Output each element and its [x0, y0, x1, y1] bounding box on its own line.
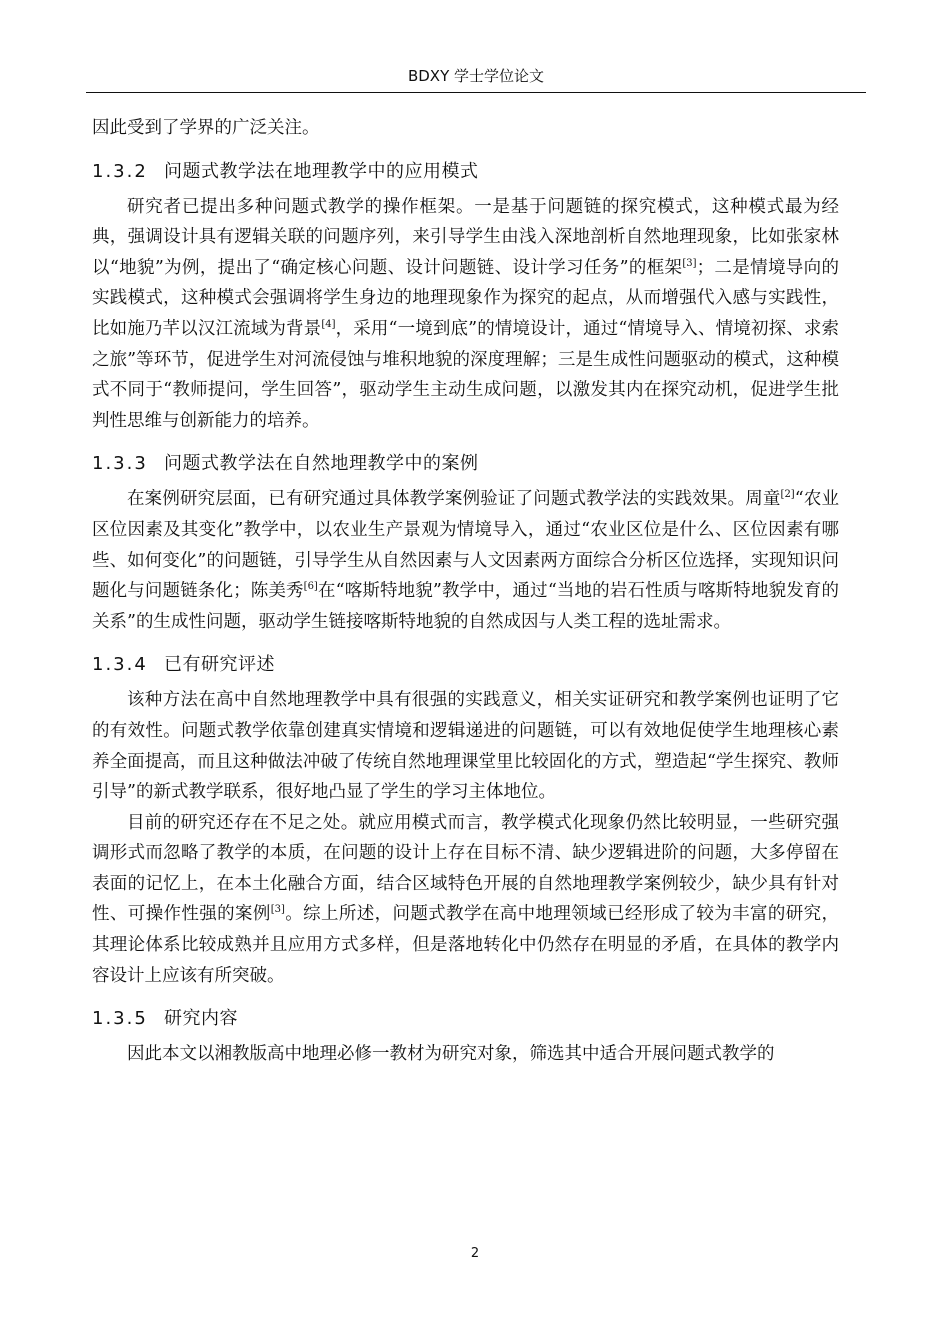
paragraph-text: ；二是情境导向的实践模式，这种模式会强调将学生身边的地理现象作为探究的起点，从而增强代入感与实践性，比如施乃芊以汉江流域为背景: [92, 257, 839, 339]
paragraph: 该种方法在高中自然地理教学中具有很强的实践意义，相关实证研究和教学案例也证明了它的有效性。问题式教学依靠创建真实情境和逻辑递进的问题链，可以有效地促使学生地理核心素养全面提高，而且这种做法冲破了传统自然地理课堂里比较固化的方式，塑造起“学生探究、教师引导”的新式教学联系，很好地凸显了学生的学习主体地位。: [92, 690, 839, 803]
section-heading-1-3-2: [92, 158, 839, 186]
section-heading-1-3-4: [92, 651, 839, 679]
citation: [4]: [321, 318, 336, 330]
paragraph-text: 在“喀斯特地貌”教学中，通过“当地的岩石性质与喀斯特地貌发育的关系”的生成性问题，驱动学生链接喀斯特地貌的自然成因与人类工程的选址需求。: [92, 581, 839, 632]
paragraph-text: 在案例研究层面，已有研究通过具体教学案例验证了问题式教学法的实践效果。周童: [127, 489, 781, 510]
section-title: 研究内容: [164, 1008, 238, 1030]
citation: [6]: [303, 581, 318, 593]
section-number: 1.3.5: [92, 1008, 148, 1030]
paragraph-text: 研究者已提出多种问题式教学的操作框架。一是基于问题链的探究模式，这种模式最为经典，强调设计具有逻辑关联的问题序列，来引导学生由浅入深地剖析自然地理现象，比如张家林以“地貌”为例，提出了“确定核心问题、设计问题链、设计学习任务”的框架: [92, 196, 839, 278]
paragraph: [92, 484, 839, 637]
citation: [3]: [682, 257, 697, 269]
paragraph-text: 。综上所述，问题式教学在高中地理领域已经形成了较为丰富的研究，其理论体系比较成熟并且应用方式多样，但是落地转化中仍然存在明显的矛盾，在具体的教学内容设计上应该有所突破。: [92, 904, 840, 986]
paragraph-text: ，采用“一境到底”的情境设计，通过“情境导入、情境初探、求索之旅”等环节，促进学生对河流侵蚀与堆积地貌的深度理解；三是生成性问题驱动的模式，这种模式不同于“教师提问，学生回答”，驱动学生主动生成问题，以激发其内在探究动机，促进学生批判性思维与创新能力的培养。: [92, 318, 839, 431]
section-number: 1.3.4: [92, 654, 148, 676]
paragraph: 因此受到了学界的广泛关注。: [92, 118, 320, 138]
section-title: 问题式教学法在自然地理教学中的案例: [164, 453, 479, 475]
section-number: 1.3.3: [92, 453, 148, 475]
section-heading-1-3-5: [92, 1005, 839, 1033]
page-number: 2: [470, 1246, 480, 1261]
citation: [3]: [270, 904, 285, 916]
running-header: BDXY 学士学位论文: [407, 67, 545, 85]
section-number: 1.3.2: [92, 160, 148, 182]
paragraph: [92, 192, 839, 437]
paragraph: 因此本文以湘教版高中地理必修一教材为研究对象，筛选其中适合开展问题式教学的: [127, 1044, 775, 1065]
paragraph: [92, 808, 839, 992]
paragraph-text: 目前的研究还存在不足之处。就应用模式而言，教学模式化现象仍然比较明显，一些研究强调形式而忽略了教学的本质，在问题的设计上存在目标不清、缺少逻辑进阶的问题，大多停留在表面的记忆上，在本土化融合方面，结合区域特色开展的自然地理教学案例较少，缺少具有针对性、可操作性强的案例: [92, 812, 839, 925]
paragraph-text: “农业区位因素及其变化”教学中，以农业生产景观为情境导入，通过“农业区位是什么、区位因素有哪些、如何变化”的问题链，引导学生从自然因素与人文因素两方面综合分析区位选择，实现知识问题化与问题链条化；陈美秀: [92, 489, 839, 602]
page-body: [92, 113, 839, 1070]
section-title: 问题式教学法在地理教学中的应用模式: [164, 160, 479, 182]
section-title: 已有研究评述: [164, 654, 275, 676]
citation: [2]: [780, 489, 795, 501]
header-rule: [86, 92, 866, 93]
section-heading-1-3-3: [92, 450, 839, 478]
